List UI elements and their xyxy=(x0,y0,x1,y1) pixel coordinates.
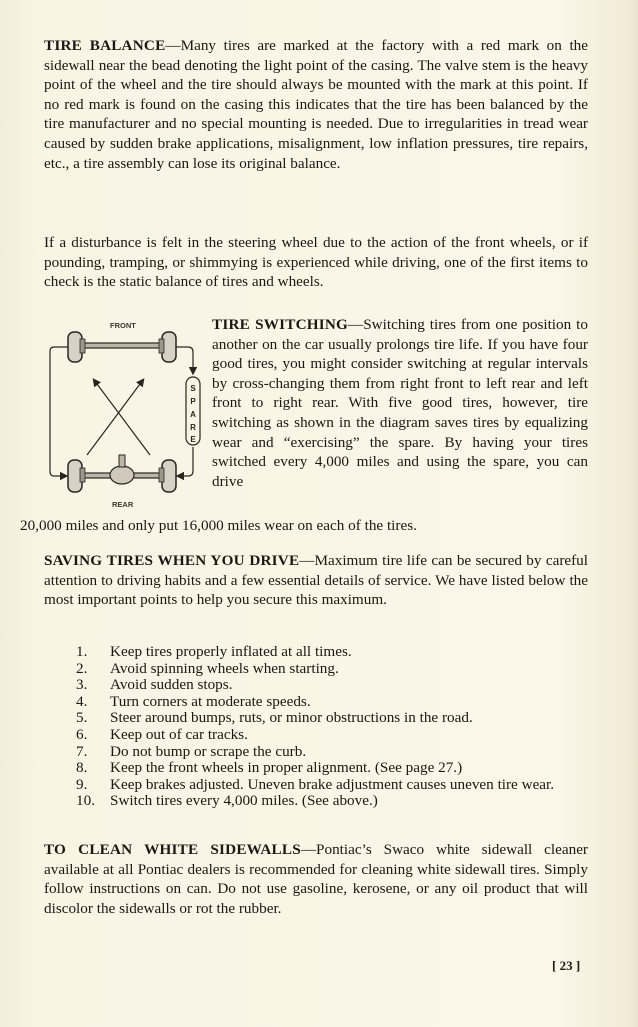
left-rotation-arrow xyxy=(50,347,68,476)
to-spare-arrow xyxy=(176,347,193,373)
tire-switching-tail xyxy=(20,516,588,536)
list-text: Keep out of car tracks. xyxy=(110,725,248,743)
section-clean-sidewalls xyxy=(44,840,588,918)
list-number: 4. xyxy=(76,692,88,710)
front-label: FRONT xyxy=(110,321,136,330)
tire-switching-text xyxy=(212,315,588,491)
list-text: Avoid spinning wheels when starting. xyxy=(110,659,339,677)
cross-arrow xyxy=(87,380,143,455)
from-spare-arrow xyxy=(178,447,193,476)
list-item xyxy=(76,777,588,794)
list-number: 1. xyxy=(76,643,88,660)
list-text: Keep tires properly inflated at all times. xyxy=(110,643,352,660)
tire-rotation-diagram xyxy=(42,315,212,515)
list-number: 2. xyxy=(76,659,88,677)
list-text: Switch tires every 4,000 miles. (See above.) xyxy=(110,792,378,810)
section-heading: SAVING TIRES WHEN YOU DRIVE xyxy=(44,552,300,569)
list-number: 9. xyxy=(76,775,88,793)
list-item xyxy=(76,677,588,694)
list-text: Keep the front wheels in proper alignment. (See page 27.) xyxy=(110,759,463,777)
paragraph xyxy=(44,551,588,610)
list-item xyxy=(76,760,588,777)
rear-label: REAR xyxy=(112,500,134,509)
list-item xyxy=(76,727,588,744)
section-tire-balance xyxy=(44,36,588,173)
spare-letter: R xyxy=(190,423,196,432)
paragraph-body: —Maximum tire life can be secured by careful attention to driving habits and a few essential details of service. We have listed below the most important points to help you secure this maximum. xyxy=(44,552,589,609)
paragraph xyxy=(44,840,588,918)
section-heading: TIRE SWITCHING xyxy=(212,316,349,333)
tips-list xyxy=(76,644,588,810)
section-heading: TO CLEAN WHITE SIDEWALLS xyxy=(44,841,301,858)
list-item xyxy=(76,793,588,810)
list-item xyxy=(76,694,588,711)
spare-letter: A xyxy=(190,410,196,419)
list-number: 6. xyxy=(76,725,88,743)
front-axle xyxy=(68,332,176,362)
list-text: Turn corners at moderate speeds. xyxy=(110,692,311,710)
list-item xyxy=(76,744,588,761)
section-saving-tires xyxy=(44,551,588,610)
tire-rotation-illustration xyxy=(42,315,212,515)
section-heading: TIRE BALANCE xyxy=(44,37,166,54)
paragraph-body: 20,000 miles and only put 16,000 miles wear on each of the tires. xyxy=(20,517,417,534)
spare-letter: E xyxy=(190,435,196,444)
list-item xyxy=(76,644,588,661)
paragraph xyxy=(212,315,588,491)
list-number: 5. xyxy=(76,709,88,727)
paragraph xyxy=(44,36,588,173)
list-text: Avoid sudden stops. xyxy=(110,676,233,694)
paragraph-body: —Many tires are marked at the factory with a red mark on the sidewall near the bead denoting the light point of the casing. The valve stem is the heavy point of the wheel and the tire should always be mounted with the mark at this point. If no red mark is found on the casing this indicates that the tire has been balanced by the tire manufacturer and no special mounting is needed. Due to irregularities in tread wear caused by sudden brake applications, misalignment, low inflation pressures, tire repairs, etc., a tire assembly can lose its original balance. xyxy=(44,37,588,172)
list-number: 7. xyxy=(76,742,88,760)
list-number: 3. xyxy=(76,676,88,694)
paragraph-body: —Switching tires from one position to another on the car usually prolongs tire life. If you have four good tires, you might consider switching at regular intervals by cross-changing them from right front to left rear and left front to right rear. With five good tires, however, tire switching as shown in the diagram saves tires by equalizing wear and “exercising” the spare. By having your tires switched every 4,000 miles and using the spare, you can drive xyxy=(212,316,588,490)
list-number: 10. xyxy=(76,792,95,810)
list-number: 8. xyxy=(76,759,88,777)
spare-letter: S xyxy=(190,384,196,393)
paragraph-body: —Pontiac’s Swaco white sidewall cleaner available at all Pontiac dealers is recommended for cleaning white sidewall tires. Simply follow instructions on can. Do not use gasoline, kerosene, or any oil product that will discolor the sidewalls or rot the rubber. xyxy=(44,841,588,917)
section-disturbance xyxy=(44,233,588,292)
page-number: [ 23 ] xyxy=(552,958,581,973)
list-item xyxy=(76,710,588,727)
list-text: Keep brakes adjusted. Uneven brake adjustment causes uneven tire wear. xyxy=(110,775,555,793)
cross-arrow xyxy=(94,380,150,455)
list-text: Steer around bumps, ruts, or minor obstructions in the road. xyxy=(110,709,473,727)
paragraph-body: If a disturbance is felt in the steering wheel due to the action of the front wheels, or if pounding, tramping, or shimmying is experienced while driving, one of the first items to check is the static balance of tires and wheels. xyxy=(44,234,588,291)
rear-axle xyxy=(68,455,176,492)
list-item xyxy=(76,661,588,678)
spare-letter: P xyxy=(190,397,196,406)
list-text: Do not bump or scrape the curb. xyxy=(110,742,307,760)
